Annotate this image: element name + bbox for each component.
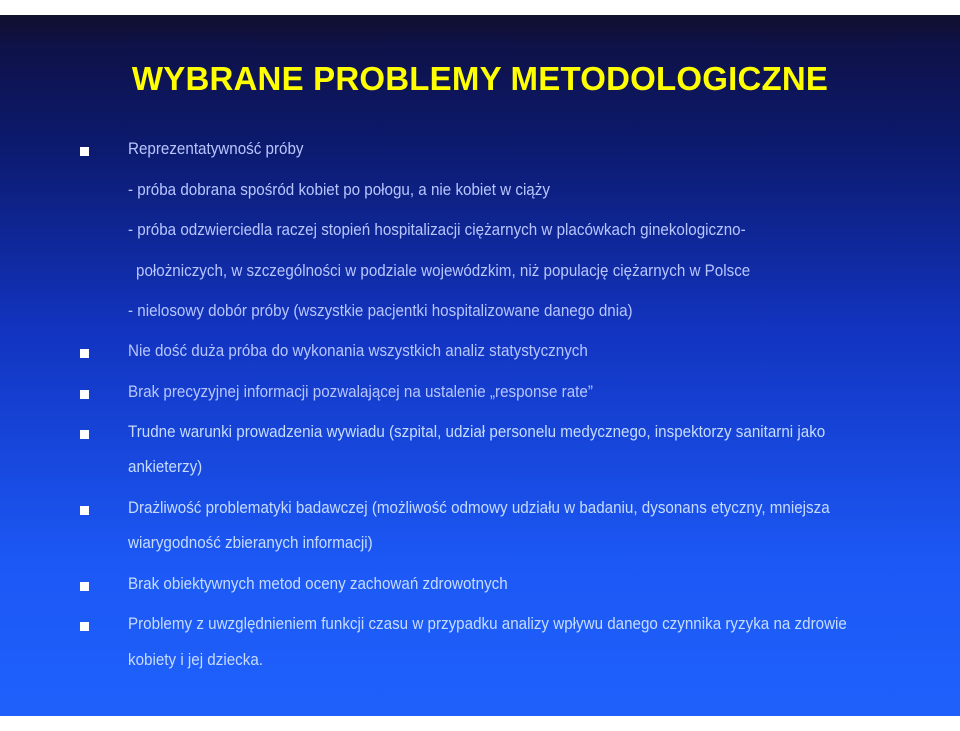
sub-item-nonrandom-sampling: - nielosowy dobór próby (wszystkie pacjentki hospitalizowane danego dnia) [128,302,633,320]
bullet-item-interview-conditions-line2: ankieterzy) [128,458,203,476]
bullet-item-interview-conditions-line1: Trudne warunki prowadzenia wywiadu (szpital, udział personelu medycznego, inspektorzy sanitarni jako [128,423,826,441]
bullet-item-time-function-line1: Problemy z uwzględnieniem funkcji czasu w przypadku analizy wpływu danego czynnika ryzyka na zdrowie [128,615,847,633]
bullet-item-time-function-line2: kobiety i jej dziecka. [128,651,264,669]
square-bullet-icon [80,349,89,358]
bullet-item-representativeness: Reprezentatywność próby [128,140,304,158]
sub-item-hospitalization-line2: położniczych, w szczególności w podziale wojewódzkim, niż populację ciężarnych w Polsce [136,262,751,280]
bullet-item-response-rate: Brak precyzyjnej informacji pozwalającej na ustalenie „response rate” [128,383,593,401]
square-bullet-icon [80,430,89,439]
slide [0,15,960,716]
bullet-item-objective-methods: Brak obiektywnych metod oceny zachowań zdrowotnych [128,575,508,593]
square-bullet-icon [80,390,89,399]
sub-item-hospitalization-line1: - próba odzwierciedla raczej stopień hospitalizacji ciężarnych w placówkach ginekologiczno- [128,221,746,239]
bullet-item-sample-size: Nie dość duża próba do wykonania wszystkich analiz statystycznych [128,342,588,360]
square-bullet-icon [80,622,89,631]
sub-item-sample-postpartum: - próba dobrana spośród kobiet po połogu, a nie kobiet w ciąży [128,181,550,199]
slide-title: WYBRANE PROBLEMY METODOLOGICZNE [131,60,829,97]
square-bullet-icon [80,582,89,591]
bullet-item-sensitive-topic-line2: wiarygodność zbieranych informacji) [128,534,373,552]
square-bullet-icon [80,147,89,156]
bullet-item-sensitive-topic-line1: Drażliwość problematyki badawczej (możliwość odmowy udziału w badaniu, dysonans etyczny, mniejsza [128,499,830,517]
square-bullet-icon [80,506,89,515]
